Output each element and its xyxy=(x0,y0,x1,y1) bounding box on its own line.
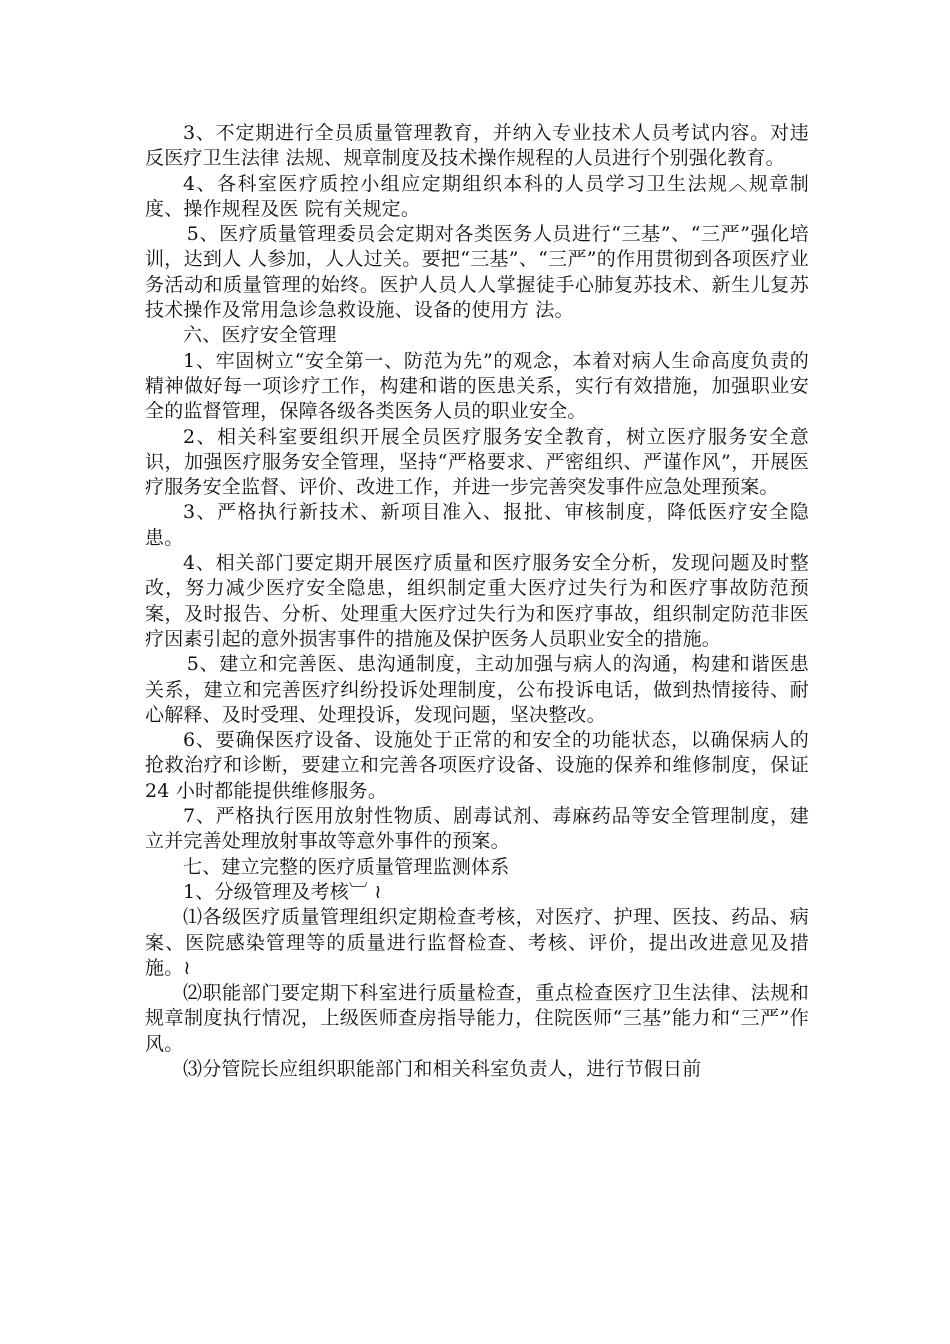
subheading-graded-management: 1、分级管理及考核︺ ≀ xyxy=(183,880,382,903)
paragraph-monitoring-3: ⑶分管院长应组织职能部门和相关科室负责人，进行节假日前 xyxy=(183,1057,702,1080)
paragraph-item-5-three-basics-training: 5、医疗质量管理委员会定期对各类医务人员进行“三基”、“三严”强化培训，达到人 人参加，人人过关。要把“三基”、“三严”的作用贯彻到各项医疗业务活动和质量管理的始终。医护人员人人掌握徒手心肺复苏技术、新生儿复苏技术操作及常用急诊急救设施、设备的使用方 法。 xyxy=(145,223,809,322)
paragraph-monitoring-1: ⑴各级医疗质量管理组织定期检查考核，对医疗、护理、医技、药品、病案、医院感染管理等的质量进行监督检查、考核、评价，提出改进意见及措施。≀ xyxy=(145,906,809,979)
paragraph-item-4-department-study: 4、各科室医疗质控小组应定期组织本科的人员学习卫生法规︿规章制度、操作规程及医 院有关规定。 xyxy=(145,172,809,220)
paragraph-safety-1: 1、牢固树立“安全第一、防范为先”的观念，本着对病人生命高度负责的精神做好每一项诊疗工作，构建和谐的医患关系，实行有效措施，加强职业安全的监督管理，保障各级各类医务人员的职业安全。 xyxy=(145,349,809,423)
paragraph-safety-5: 5、建立和完善医、患沟通制度，主动加强与病人的沟通，构建和谐医患关系，建立和完善医疗纠纷投诉处理制度，公布投诉电话，做到热情接待、耐心解释、及时受理、处理投诉，发现问题，坚决整改。 xyxy=(145,653,809,726)
section-heading-medical-safety: 六、医疗安全管理 xyxy=(183,324,337,347)
paragraph-safety-3: 3、严格执行新技术、新项目准入、报批、审核制度，降低医疗安全隐患。 xyxy=(145,501,809,549)
section-heading-monitoring-system: 七、建立完整的医疗质量管理监测体系 xyxy=(183,855,510,878)
paragraph-safety-4: 4、相关部门要定期开展医疗质量和医疗服务安全分析，发现问题及时整改，努力减少医疗安全隐患，组织制定重大医疗过失行为和医疗事故防范预案，及时报告、分析、处理重大医疗过失行为和医疗事故，组织制定防范非医疗因素引起的意外损害事件的措施及保护医务人员职业安全的措施。 xyxy=(145,552,809,650)
paragraph-safety-2: 2、相关科室要组织开展全员医疗服务安全教育，树立医疗服务安全意识，加强医疗服务安全管理，坚持“严格要求、严密组织、严谨作风”，开展医疗服务安全监督、评价、改进工作，并进一步完善突发事件应急处理预案。 xyxy=(145,425,809,499)
paragraph-monitoring-2: ⑵职能部门要定期下科室进行质量检查，重点检查医疗卫生法律、法规和规章制度执行情况，上级医师查房指导能力，住院医师“三基”能力和“三严”作风。 xyxy=(145,982,809,1055)
paragraph-item-3-staff-education: 3、不定期进行全员质量管理教育，并纳入专业技术人员考试内容。对违反医疗卫生法律 法规、规章制度及技术操作规程的人员进行个别强化教育。 xyxy=(145,122,809,170)
paragraph-safety-6: 6、要确保医疗设备、设施处于正常的和安全的功能状态，以确保病人的抢救治疗和诊断，要建立和完善各项医疗设备、设施的保养和维修制度，保证 24 小时都能提供维修服务。 xyxy=(145,729,809,802)
document-body xyxy=(145,121,809,1082)
paragraph-safety-7: 7、严格执行医用放射性物质、剧毒试剂、毒麻药品等安全管理制度，建立并完善处理放射事故等意外事件的预案。 xyxy=(145,805,809,853)
